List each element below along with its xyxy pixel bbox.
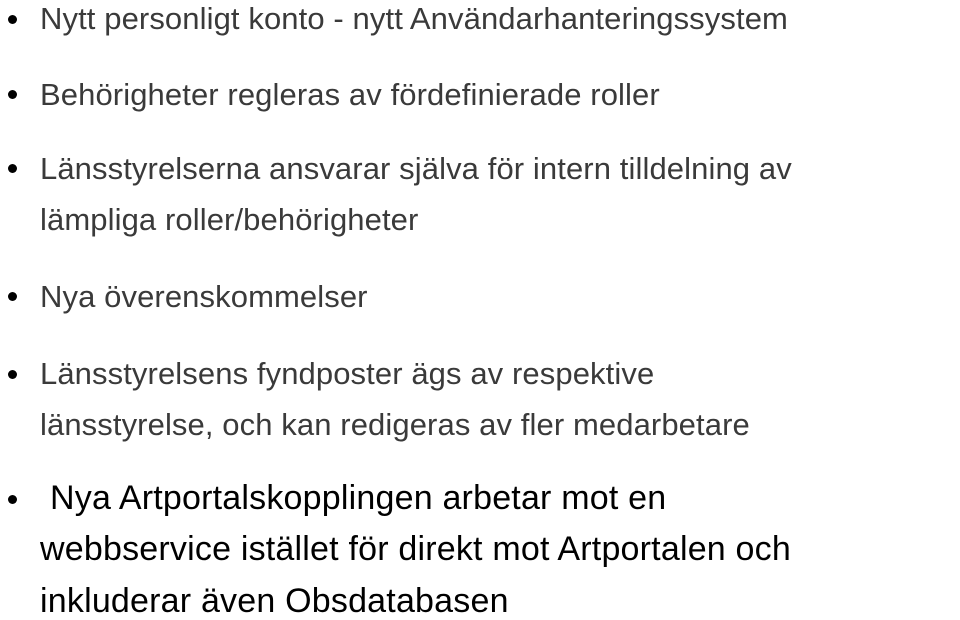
bullet-dot-icon <box>8 292 17 301</box>
bullet-dot-icon <box>8 15 17 24</box>
bullet-text-continuation: inkluderar även Obsdatabasen <box>40 582 509 620</box>
bullet-text-continuation: länsstyrelse, och kan redigeras av fler medarbetare <box>40 407 750 442</box>
bullet-dot-icon <box>8 370 17 379</box>
bullet-text: Nya Artportalskopplingen arbetar mot en <box>50 479 667 517</box>
bullet-text: Behörigheter regleras av fördefinierade roller <box>40 77 660 112</box>
bullet-dot-icon <box>8 90 17 99</box>
bullet-dot-icon <box>8 495 17 504</box>
bullet-dot-icon <box>8 164 17 173</box>
bullet-text: Länsstyrelsens fyndposter ägs av respektive <box>40 356 655 391</box>
bullet-text-continuation: lämpliga roller/behörigheter <box>40 202 419 237</box>
bullet-text: Nya överenskommelser <box>40 279 368 314</box>
bullet-text: Länsstyrelserna ansvarar själva för intern tilldelning av <box>40 151 792 186</box>
bullet-text-continuation: webbservice istället för direkt mot Artportalen och <box>40 530 791 568</box>
bullet-text: Nytt personligt konto - nytt Användarhanteringssystem <box>40 1 788 36</box>
